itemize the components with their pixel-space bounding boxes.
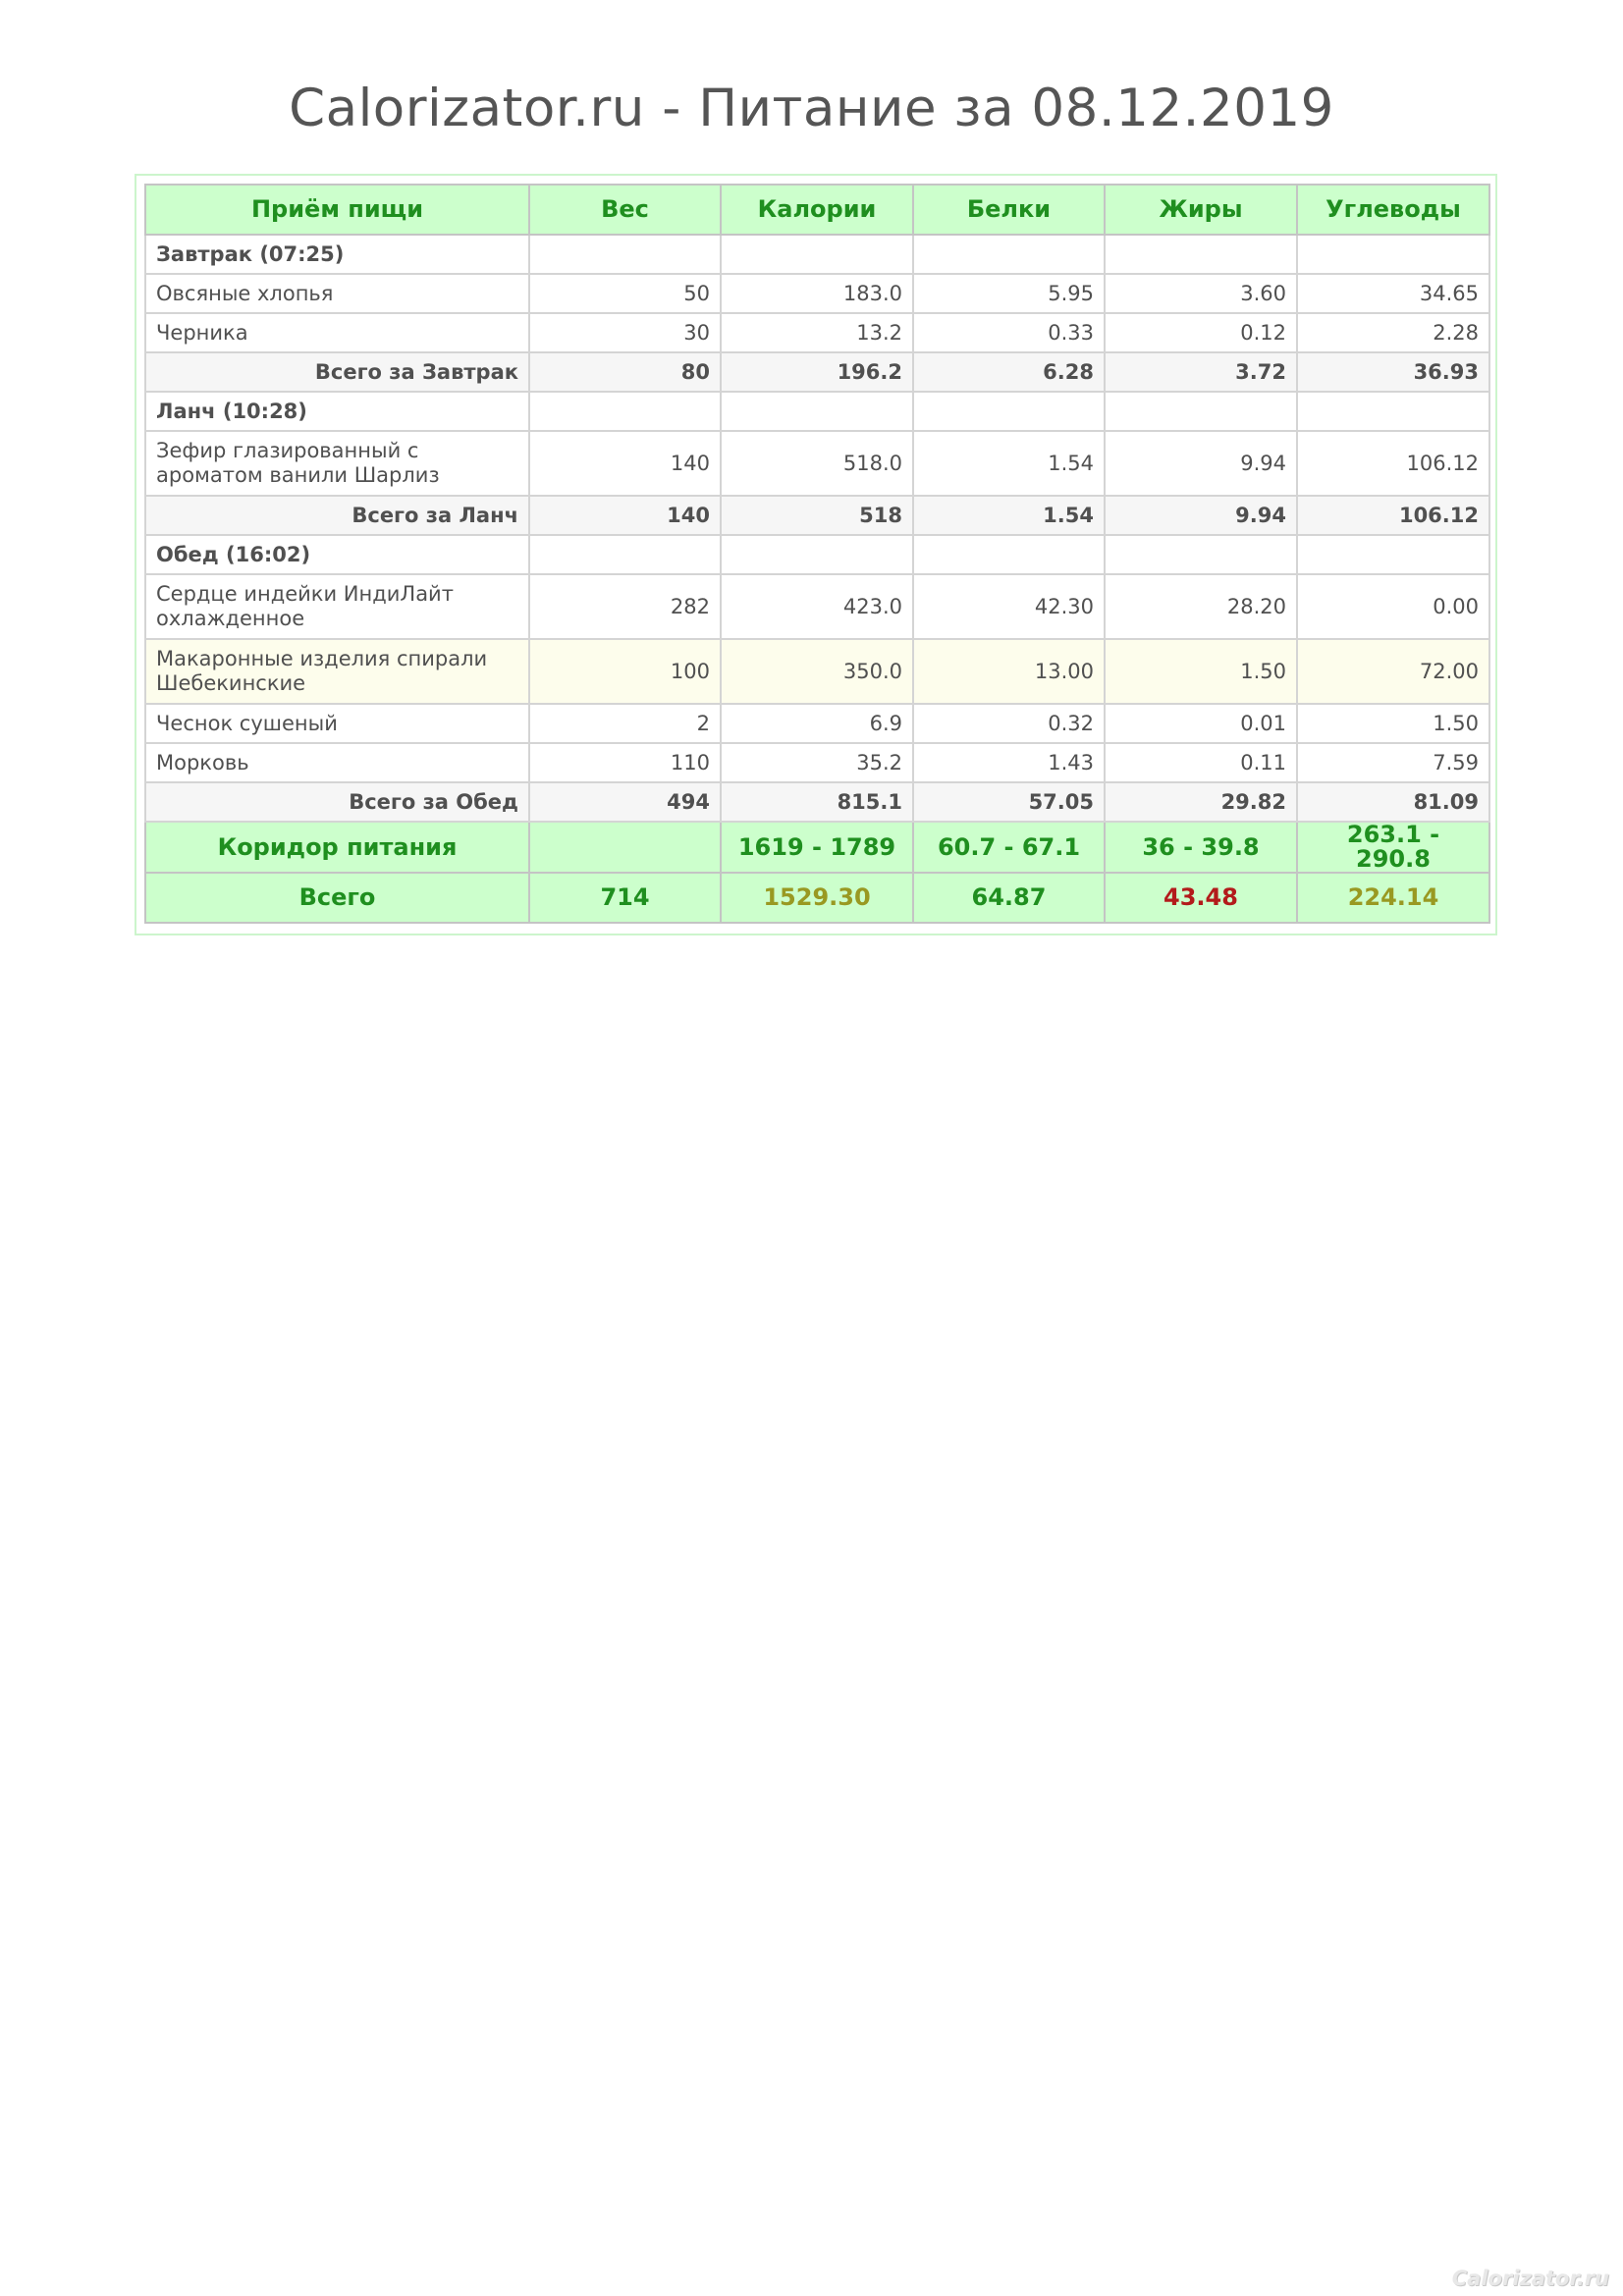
kcal-cell: 815.1	[721, 782, 913, 822]
section-label: Завтрак (07:25)	[145, 235, 529, 274]
kcal-cell: 423.0	[721, 574, 913, 639]
table-row	[145, 313, 1489, 352]
kcal-cell: 183.0	[721, 274, 913, 313]
fat-cell: 0.01	[1105, 704, 1297, 743]
fat-cell: 9.94	[1105, 496, 1297, 535]
carbs-cell: 2.28	[1297, 313, 1489, 352]
section-label: Обед (16:02)	[145, 535, 529, 574]
weight-cell	[529, 822, 721, 873]
weight-cell: 140	[529, 431, 721, 496]
header-kcal: Калории	[721, 185, 913, 235]
total-label: Всего	[145, 873, 529, 923]
protein-cell: 57.05	[913, 782, 1105, 822]
section-row-dinner	[145, 535, 1489, 574]
carbs-cell: 1.50	[1297, 704, 1489, 743]
carbs-cell: 81.09	[1297, 782, 1489, 822]
kcal-cell: 13.2	[721, 313, 913, 352]
fat-cell: 43.48	[1105, 873, 1297, 923]
subtotal-label: Всего за Ланч	[145, 496, 529, 535]
food-name: Черника	[145, 313, 529, 352]
weight-cell: 110	[529, 743, 721, 782]
section-label: Ланч (10:28)	[145, 392, 529, 431]
header-fat: Жиры	[1105, 185, 1297, 235]
subtotal-row-breakfast	[145, 352, 1489, 392]
protein-cell: 13.00	[913, 639, 1105, 704]
weight-cell: 80	[529, 352, 721, 392]
protein-cell: 64.87	[913, 873, 1105, 923]
table-row	[145, 743, 1489, 782]
kcal-cell: 196.2	[721, 352, 913, 392]
weight-cell: 282	[529, 574, 721, 639]
subtotal-label: Всего за Завтрак	[145, 352, 529, 392]
header-meal: Приём пищи	[145, 185, 529, 235]
protein-cell: 1.43	[913, 743, 1105, 782]
section-row-lunch	[145, 392, 1489, 431]
section-row-breakfast	[145, 235, 1489, 274]
carbs-cell: 36.93	[1297, 352, 1489, 392]
food-name: Макаронные изделия спирали Шебекинские	[145, 639, 529, 704]
table-row	[145, 431, 1489, 496]
fat-cell: 0.11	[1105, 743, 1297, 782]
kcal-cell: 350.0	[721, 639, 913, 704]
fat-cell: 3.72	[1105, 352, 1297, 392]
weight-cell: 30	[529, 313, 721, 352]
fat-cell: 3.60	[1105, 274, 1297, 313]
kcal-cell: 6.9	[721, 704, 913, 743]
fat-cell: 28.20	[1105, 574, 1297, 639]
nutrition-corridor-row	[145, 822, 1489, 873]
carbs-cell: 106.12	[1297, 431, 1489, 496]
weight-cell: 494	[529, 782, 721, 822]
weight-cell: 140	[529, 496, 721, 535]
header-protein: Белки	[913, 185, 1105, 235]
subtotal-label: Всего за Обед	[145, 782, 529, 822]
carbs-cell: 0.00	[1297, 574, 1489, 639]
subtotal-row-lunch	[145, 496, 1489, 535]
watermark: Calorizator.ru	[1451, 2267, 1609, 2290]
protein-cell: 1.54	[913, 496, 1105, 535]
protein-cell: 0.32	[913, 704, 1105, 743]
page-title: Calorizator.ru - Питание за 08.12.2019	[289, 79, 1334, 138]
food-name: Чеснок сушеный	[145, 704, 529, 743]
weight-cell: 50	[529, 274, 721, 313]
table-row	[145, 639, 1489, 704]
protein-cell: 6.28	[913, 352, 1105, 392]
weight-cell: 714	[529, 873, 721, 923]
weight-cell: 2	[529, 704, 721, 743]
header-carbs: Углеводы	[1297, 185, 1489, 235]
fat-cell: 0.12	[1105, 313, 1297, 352]
nutrition-table	[144, 184, 1490, 924]
food-name: Морковь	[145, 743, 529, 782]
carbs-cell: 7.59	[1297, 743, 1489, 782]
kcal-cell: 35.2	[721, 743, 913, 782]
protein-cell: 1.54	[913, 431, 1105, 496]
kcal-cell: 1619 - 1789	[721, 822, 913, 873]
carbs-cell: 34.65	[1297, 274, 1489, 313]
header-weight: Вес	[529, 185, 721, 235]
weight-cell: 100	[529, 639, 721, 704]
protein-cell: 5.95	[913, 274, 1105, 313]
carbs-cell: 224.14	[1297, 873, 1489, 923]
table-row	[145, 574, 1489, 639]
header-row	[145, 185, 1489, 235]
protein-cell: 0.33	[913, 313, 1105, 352]
kcal-cell: 1529.30	[721, 873, 913, 923]
table-row	[145, 274, 1489, 313]
fat-cell: 29.82	[1105, 782, 1297, 822]
food-name: Овсяные хлопья	[145, 274, 529, 313]
kcal-cell: 518	[721, 496, 913, 535]
fat-cell: 9.94	[1105, 431, 1297, 496]
protein-cell: 60.7 - 67.1	[913, 822, 1105, 873]
grand-total-row	[145, 873, 1489, 923]
subtotal-row-dinner	[145, 782, 1489, 822]
fat-cell: 1.50	[1105, 639, 1297, 704]
food-name: Зефир глазированный с ароматом ванили Шарлиз	[145, 431, 529, 496]
carbs-cell: 263.1 - 290.8	[1297, 822, 1489, 873]
corridor-label: Коридор питания	[145, 822, 529, 873]
table-row	[145, 704, 1489, 743]
kcal-cell: 518.0	[721, 431, 913, 496]
food-name: Сердце индейки ИндиЛайт охлажденное	[145, 574, 529, 639]
carbs-cell: 72.00	[1297, 639, 1489, 704]
carbs-cell: 106.12	[1297, 496, 1489, 535]
protein-cell: 42.30	[913, 574, 1105, 639]
fat-cell: 36 - 39.8	[1105, 822, 1297, 873]
